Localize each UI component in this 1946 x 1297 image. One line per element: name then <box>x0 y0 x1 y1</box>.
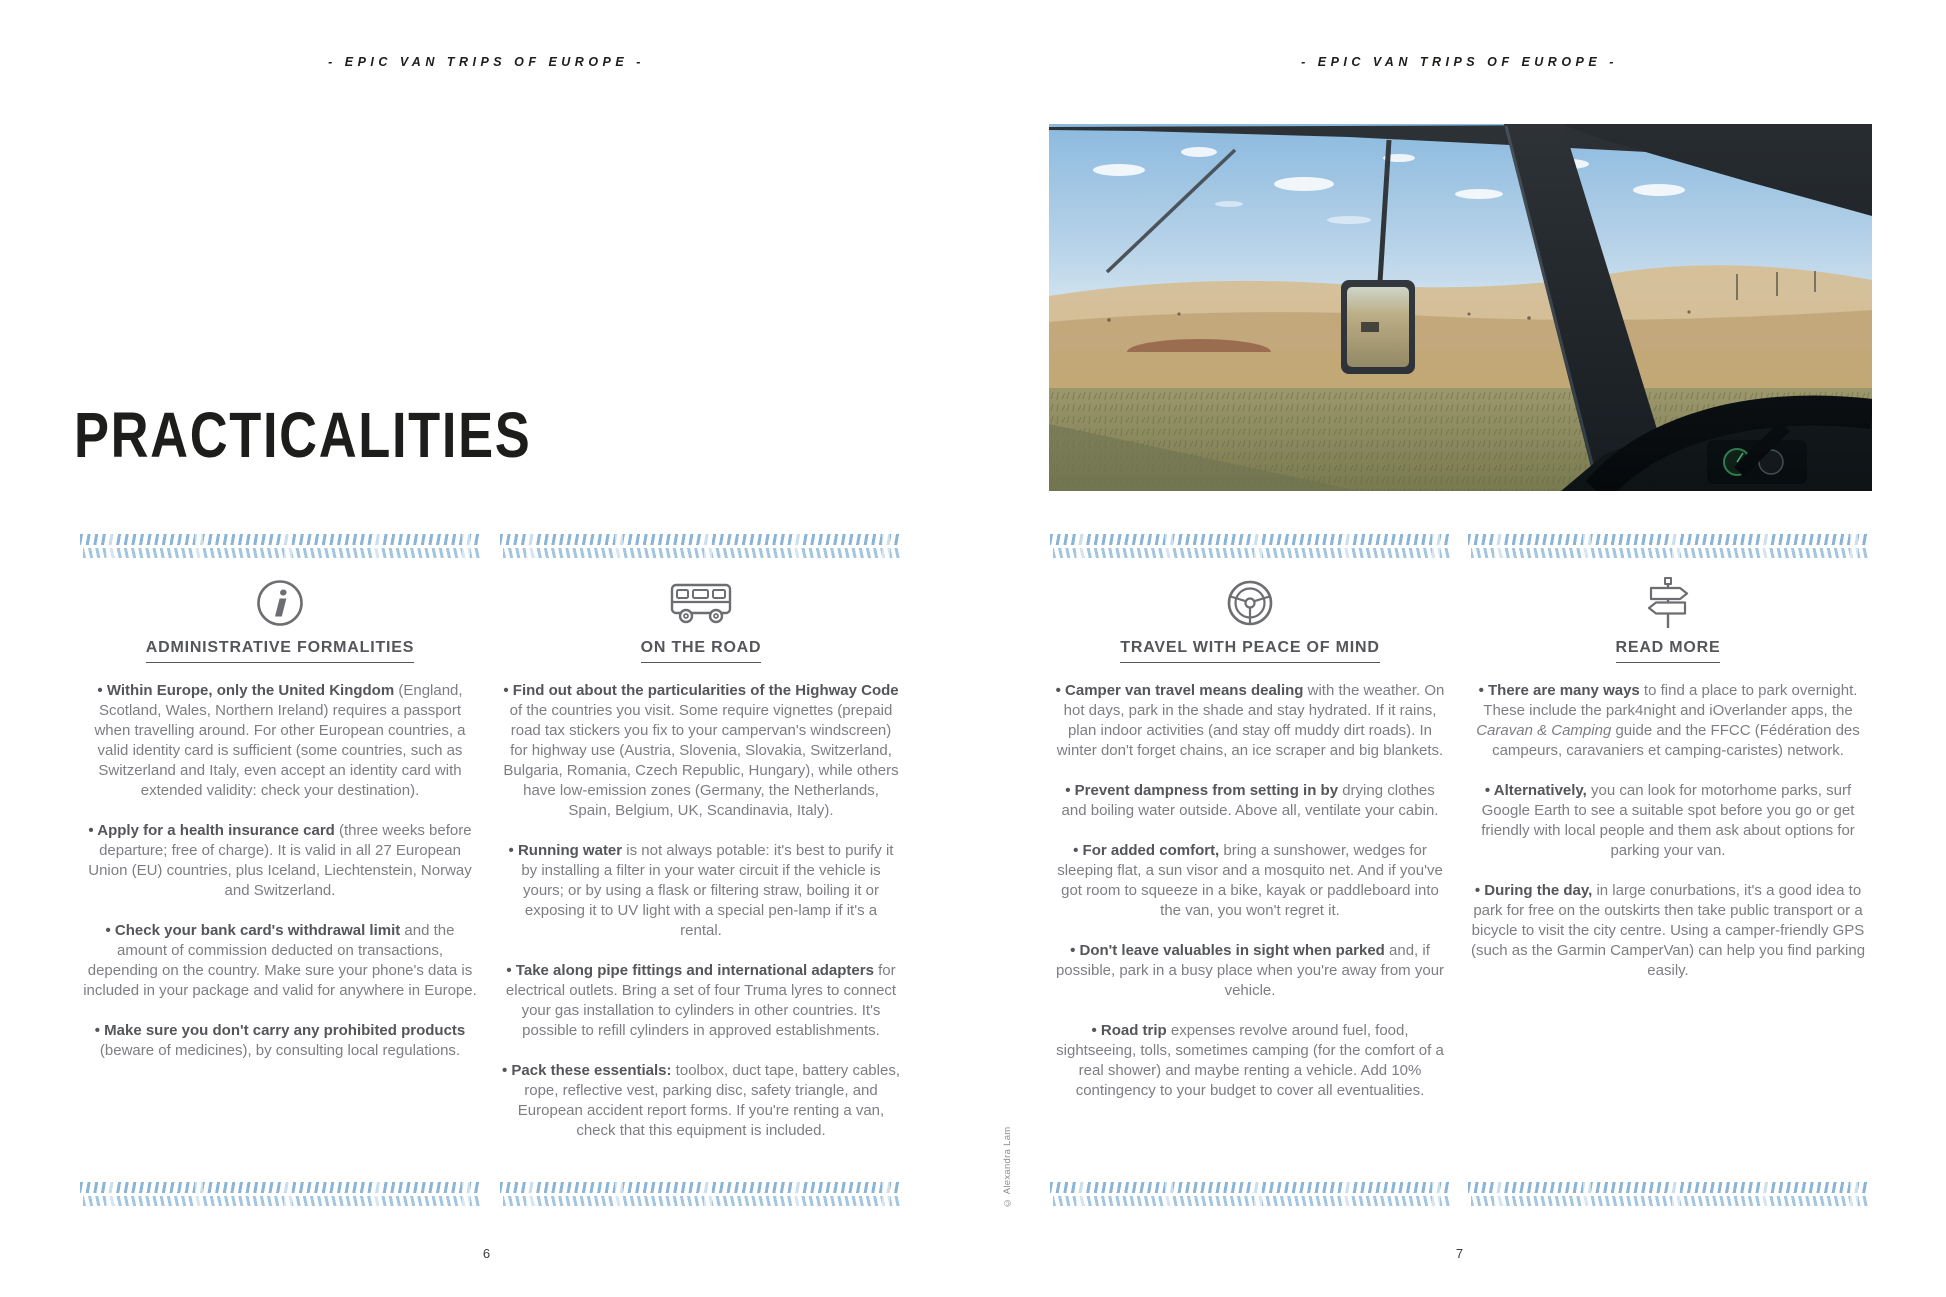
tire-track-border <box>500 1181 902 1207</box>
paragraph-text: expenses revolve around fuel, food, sightseeing, tolls, sometimes camping (for the comfort of a real shower) and maybe renting a vehicle. Add 10% contingency to your budget to cover all eventualities. <box>1056 1022 1444 1099</box>
paragraph-text: and the amount of commission deducted on transactions, depending on the country. Make sure your phone's data is included in your package and valid for anywhere in Europe. <box>83 922 477 999</box>
paragraph-lead: • Running water <box>508 842 623 859</box>
paragraph <box>1470 781 1866 861</box>
paragraph-lead: • Apply for a health insurance card <box>88 822 335 839</box>
paragraph-text: (England, Scotland, Wales, Northern Ireland) requires a passport when travelling around. For other European countries, a valid identity card is sufficient (some countries, such as Switzerland and Italy, even accept an identity card with extended validity: check your destination). <box>94 682 466 799</box>
paragraph-lead: • During the day, <box>1474 882 1593 899</box>
paragraph-lead: • Camper van travel means dealing <box>1055 682 1304 699</box>
paragraph <box>1052 841 1448 921</box>
paragraph <box>1052 1021 1448 1101</box>
paragraph-text: with the weather. On hot days, park in the shade and stay hydrated. If it rains, plan indoor activities (and stay off muddy dirt roads). In winter don't forget chains, an ice scraper and big blankets. <box>1056 682 1445 759</box>
paragraph-text: guide and the FFCC (Fédération des campeurs, caravaniers et camping-caristes) network. <box>1492 722 1860 759</box>
paragraph-lead: • Make sure you don't carry any prohibited products <box>94 1022 466 1039</box>
paragraph-lead: • Take along pipe fittings and international adapters <box>506 962 874 979</box>
paragraph <box>82 681 478 801</box>
column-heading: ADMINISTRATIVE FORMALITIES <box>80 639 480 663</box>
paragraph-lead: • Find out about the particularities of the Highway Code <box>503 682 899 699</box>
paragraph-lead: • Prevent dampness from setting in by <box>1065 782 1339 799</box>
paragraph-text: is not always potable: it's best to purify it by installing a filter in your water circuit if the vehicle is yours; or by using a flask or filtering straw, boiling it or exposing it to UV light with a special pen-lamp if it's a rental. <box>521 842 894 939</box>
steering-wheel-icon <box>1050 575 1450 631</box>
column-read-more <box>1468 533 1868 1207</box>
hero-photo <box>1049 124 1872 491</box>
column-heading: ON THE ROAD <box>500 639 902 663</box>
paragraph <box>502 841 900 941</box>
paragraph-text: you can look for motorhome parks, surf Google Earth to see a suitable spot before you go or get friendly with local people and them ask about options for parking your van. <box>1481 782 1855 859</box>
paragraph-text: to find a place to park overnight. These include the park4night and iOverlander apps, the <box>1483 682 1858 719</box>
paragraph <box>82 1021 478 1061</box>
column-body <box>82 681 478 1081</box>
paragraph-text: for electrical outlets. Bring a set of four Truma lyres to connect your gas installation to cylinders in other countries. It's possible to refill cylinders in approved establishments. <box>505 962 897 1039</box>
paragraph <box>1470 881 1866 981</box>
paragraph-text: toolbox, duct tape, battery cables, rope, reflective vest, parking disc, safety triangle, and European accident report forms. If you're renting a van, check that this equipment is included. <box>517 1062 900 1139</box>
right-page-header: - EPIC VAN TRIPS OF EUROPE - <box>1301 55 1618 69</box>
paragraph-text: (beware of medicines), by consulting local regulations. <box>99 1042 461 1059</box>
paragraph-lead: • Don't leave valuables in sight when parked <box>1070 942 1385 959</box>
paragraph <box>502 961 900 1041</box>
signpost-icon <box>1468 575 1868 631</box>
paragraph-lead: • There are many ways <box>1478 682 1640 699</box>
paragraph-lead: • Pack these essentials: <box>502 1062 672 1079</box>
paragraph-text: (three weeks before departure; free of charge). It is valid in all 27 European Union (EU) countries, plus Iceland, Liechtenstein, Norway and Switzerland. <box>88 822 472 899</box>
info-icon <box>80 575 480 631</box>
column-administrative-formalities <box>80 533 480 1207</box>
camper-van-icon <box>500 575 902 631</box>
tire-track-border <box>500 533 902 559</box>
paragraph-text: bring a sunshower, wedges for sleeping flat, a sun visor and a mosquito net. And if you've got room to squeeze in a bike, kayak or paddleboard into the van, you won't regret it. <box>1057 842 1443 919</box>
column-body <box>502 681 900 1161</box>
paragraph-lead: • Check your bank card's withdrawal limit <box>105 922 401 939</box>
paragraph-text: of the countries you visit. Some require vignettes (prepaid road tax stickers you fix to your campervan's windscreen) for highway use (Austria, Slovenia, Slovakia, Switzerland, Bulgaria, Romania, Czech Republic, Hungary), while others have low-emission zones (Germany, the Netherlands, Spain, Belgium, UK, Scandinavia, Italy). <box>503 702 899 819</box>
paragraph <box>1052 941 1448 1001</box>
column-heading: TRAVEL WITH PEACE OF MIND <box>1050 639 1450 663</box>
tire-track-border <box>1050 1181 1450 1207</box>
paragraph <box>502 681 900 821</box>
paragraph-text: drying clothes and boiling water outside. Above all, ventilate your cabin. <box>1061 782 1439 819</box>
tire-track-border <box>1050 533 1450 559</box>
paragraph-italic: Caravan & Camping <box>1476 722 1612 739</box>
paragraph <box>1052 681 1448 761</box>
page-number-right: 7 <box>1455 1246 1464 1261</box>
column-travel-with-peace-of-mind <box>1050 533 1450 1207</box>
paragraph-lead: • Road trip <box>1091 1022 1167 1039</box>
column-body <box>1052 681 1448 1121</box>
photo-credit: © Alexandra Lam <box>1002 1126 1013 1208</box>
column-body <box>1470 681 1866 1001</box>
paragraph <box>82 821 478 901</box>
paragraph <box>502 1061 900 1141</box>
van-windscreen-landscape-illustration <box>1049 124 1872 491</box>
tire-track-border <box>1468 1181 1868 1207</box>
paragraph <box>1470 681 1866 761</box>
paragraph-text: and, if possible, park in a busy place when you're away from your vehicle. <box>1055 942 1445 999</box>
paragraph-text: in large conurbations, it's a good idea to park for free on the outskirts then take public transport or a bicycle to visit the city centre. Using a camper-friendly GPS (such as the Garmin CamperVan) can help you find parking easily. <box>1470 882 1866 979</box>
tire-track-border <box>80 1181 480 1207</box>
column-on-the-road <box>500 533 902 1207</box>
page-title: PRACTICALITIES <box>74 399 532 471</box>
paragraph <box>1052 781 1448 821</box>
page-number-left: 6 <box>482 1246 491 1261</box>
paragraph <box>82 921 478 1001</box>
tire-track-border <box>1468 533 1868 559</box>
column-heading: READ MORE <box>1468 639 1868 663</box>
left-page-header: - EPIC VAN TRIPS OF EUROPE - <box>328 55 645 69</box>
tire-track-border <box>80 533 480 559</box>
paragraph-lead: • For added comfort, <box>1073 842 1220 859</box>
paragraph-lead: • Alternatively, <box>1484 782 1587 799</box>
paragraph-lead: • Within Europe, only the United Kingdom <box>97 682 395 699</box>
